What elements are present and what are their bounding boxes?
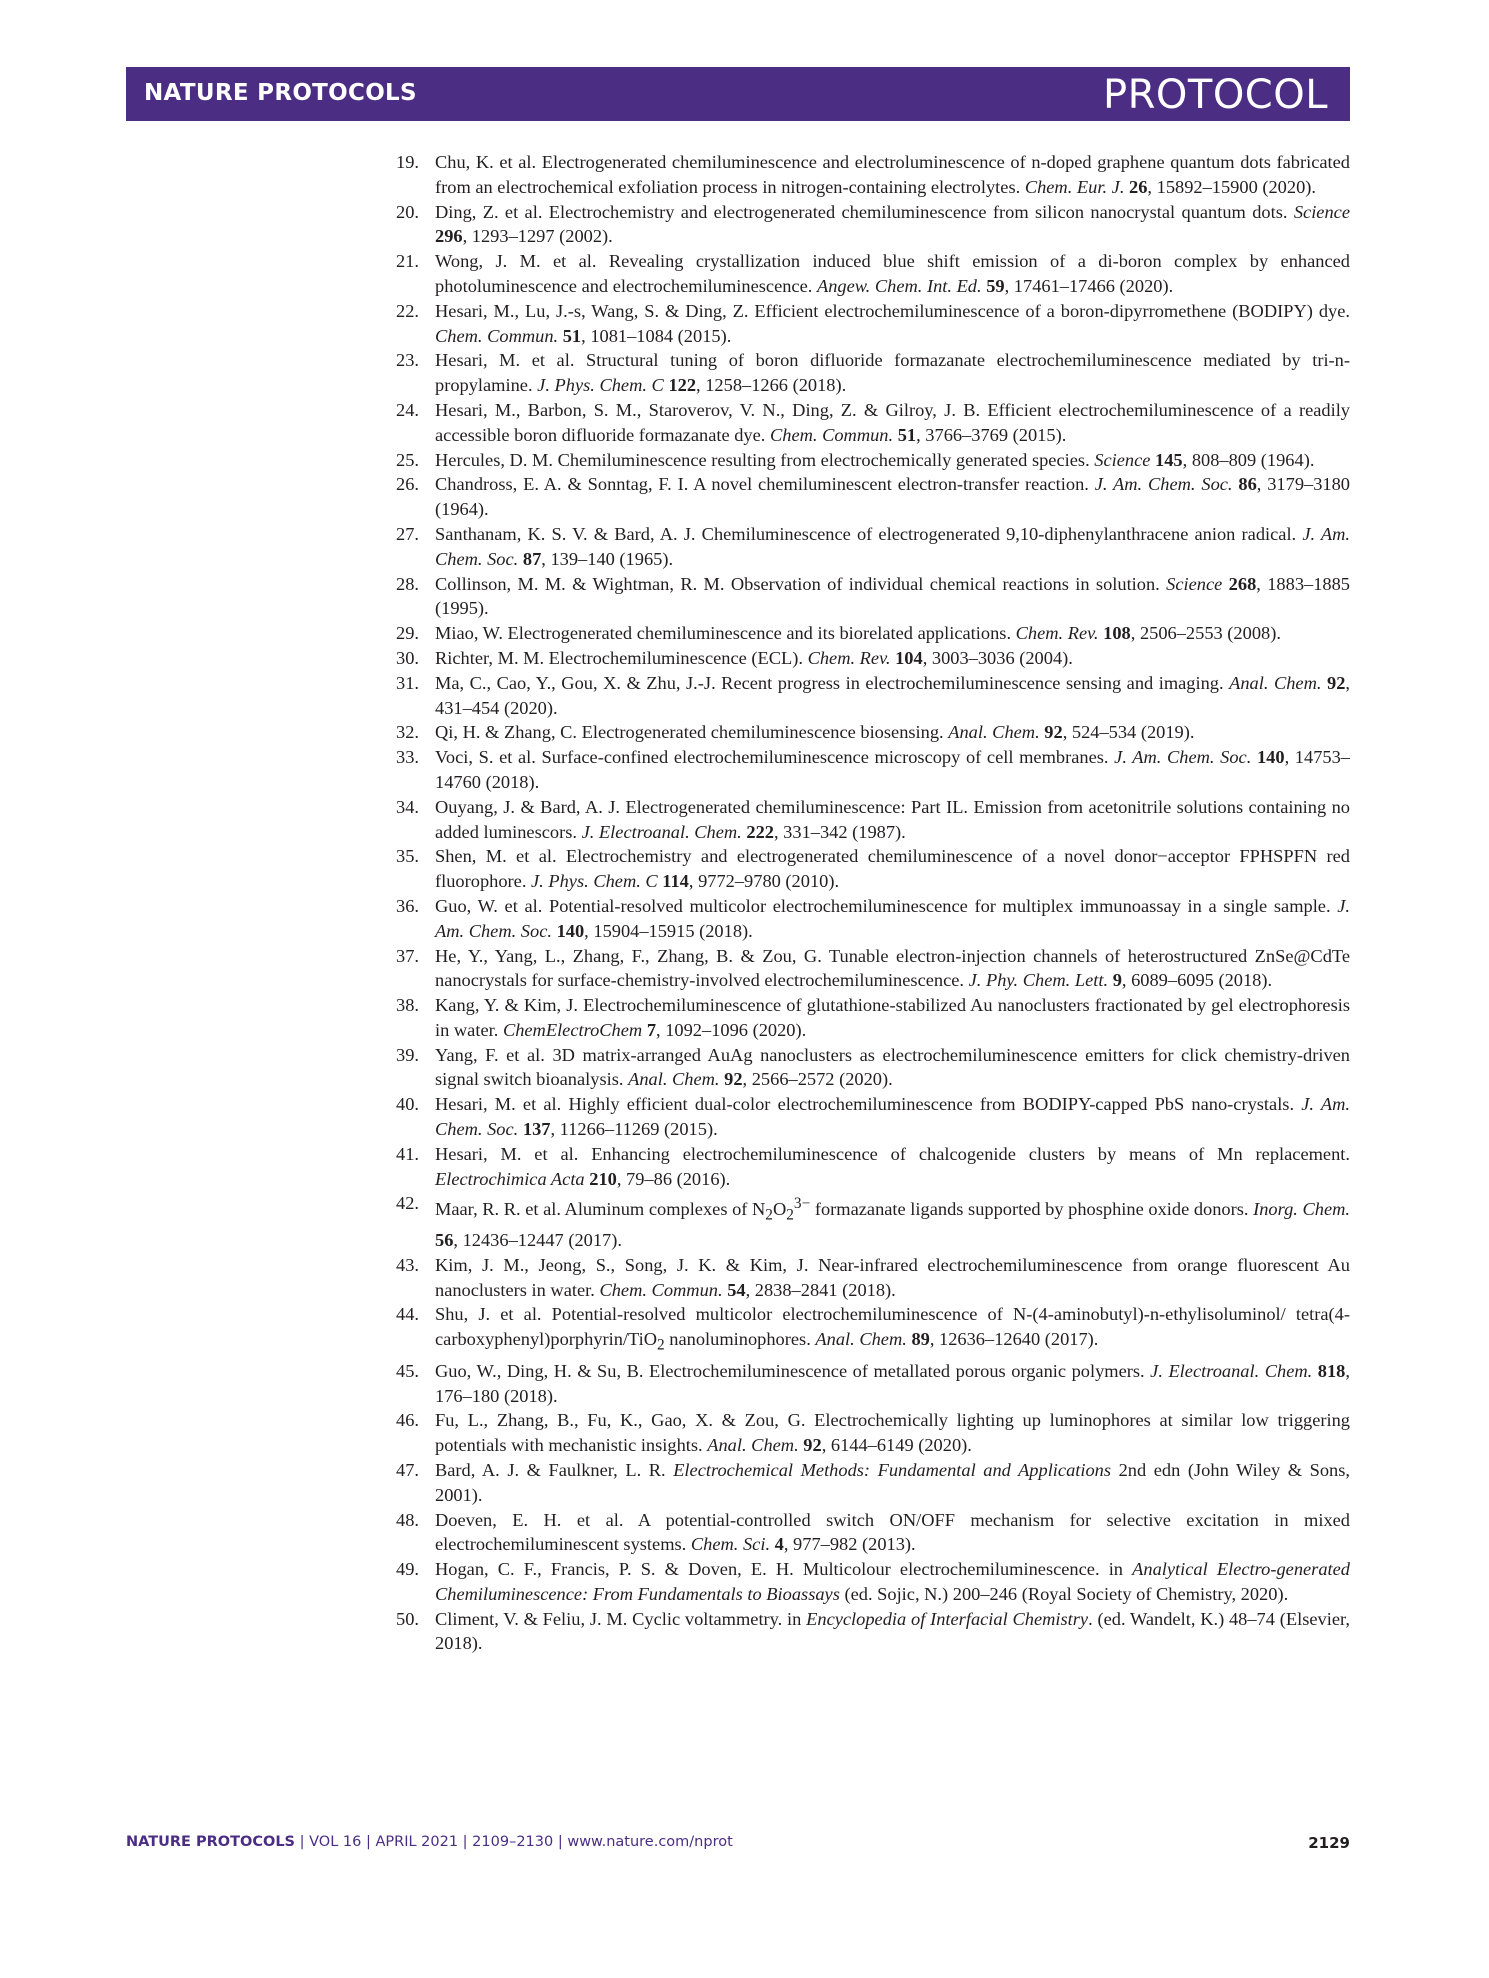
reference-item	[396, 1191, 1350, 1252]
reference-number: 40.	[396, 1094, 419, 1115]
reference-number: 48.	[396, 1509, 419, 1530]
reference-text: Qi, H. & Zhang, C. Electrogenerated chemiluminescence biosensing. Anal. Chem. 92, 524–534 (2019).	[435, 722, 1195, 743]
footer-separator: |	[458, 1834, 473, 1850]
reference-item	[396, 720, 1350, 745]
reference-text: Guo, W. et al. Potential-resolved multicolor electrochemiluminescence for multiplex immunoassay in a single sample. J. Am. Chem. Soc. 140, 15904–15915 (2018).	[435, 895, 1350, 941]
reference-number: 21.	[396, 251, 419, 272]
reference-number: 45.	[396, 1360, 419, 1381]
reference-item	[396, 1253, 1350, 1303]
reference-item	[396, 1607, 1350, 1657]
reference-item	[396, 795, 1350, 845]
reference-number: 32.	[396, 722, 419, 743]
reference-number: 20.	[396, 201, 419, 222]
article-type-label: PROTOCOL	[1102, 72, 1328, 118]
reference-item	[396, 572, 1350, 622]
journal-header-band	[126, 67, 1350, 121]
reference-text: Hesari, M. et al. Structural tuning of boron difluoride formazanate electrochemiluminescence mediated by tri-n-propylamine. J. Phys. Chem. C 122, 1258–1266 (2018).	[435, 350, 1350, 396]
reference-item	[396, 1142, 1350, 1192]
reference-number: 43.	[396, 1254, 419, 1275]
reference-number: 36.	[396, 895, 419, 916]
reference-text: Ma, C., Cao, Y., Gou, X. & Zhu, J.-J. Recent progress in electrochemiluminescence sensing and imaging. Anal. Chem. 92, 431–454 (2020).	[435, 672, 1350, 718]
reference-number: 33.	[396, 747, 419, 768]
reference-number: 19.	[396, 152, 419, 172]
reference-text: Bard, A. J. & Faulkner, L. R. Electrochemical Methods: Fundamental and Applications 2nd edn (John Wiley & Sons, 2001).	[435, 1459, 1351, 1505]
reference-text: Ouyang, J. & Bard, A. J. Electrogenerated chemiluminescence: Part IL. Emission from acetonitrile solutions containing no added luminescors. J. Electroanal. Chem. 222, 331–342 (1987).	[435, 796, 1350, 842]
reference-list	[396, 150, 1350, 1656]
reference-item	[396, 1043, 1350, 1093]
reference-item	[396, 150, 1350, 200]
reference-item	[396, 1359, 1350, 1409]
reference-item	[396, 348, 1350, 398]
reference-item	[396, 249, 1350, 299]
footer-journal-name: NATURE PROTOCOLS	[126, 1834, 296, 1850]
footer-volume: VOL 16	[309, 1834, 362, 1850]
reference-item	[396, 894, 1350, 944]
reference-item	[396, 944, 1350, 994]
footer-separator: |	[361, 1834, 376, 1850]
reference-item	[396, 200, 1350, 250]
reference-number: 46.	[396, 1410, 419, 1431]
reference-number: 24.	[396, 399, 419, 420]
journal-name: NATURE PROTOCOLS	[144, 80, 417, 106]
reference-number: 44.	[396, 1304, 419, 1325]
footer-journal-link[interactable]: www.nature.com/nprot	[567, 1834, 733, 1850]
reference-text: Hesari, M. et al. Enhancing electrochemiluminescence of chalcogenide clusters by means of Mn replacement. Electrochimica Acta 210, 79–86 (2016).	[435, 1143, 1350, 1189]
reference-number: 35.	[396, 846, 419, 867]
footer-page-range: 2109–2130	[472, 1834, 554, 1850]
page-number: 2129	[1308, 1834, 1350, 1852]
reference-number: 49.	[396, 1559, 419, 1580]
reference-text: Shu, J. et al. Potential-resolved multicolor electrochemiluminescence of N-(4-aminobutyl)-n-ethylisoluminol/ tetra(4-carboxyphenyl)porphyrin/TiO$_2$ nanoluminophores. Anal. Chem. 89, 12636–12640 (2017).	[435, 1304, 1350, 1354]
reference-item	[396, 993, 1350, 1043]
footer-date: APRIL 2021	[375, 1834, 459, 1850]
reference-text: Santhanam, K. S. V. & Bard, A. J. Chemiluminescence of electrogenerated 9,10-diphenylanthracene anion radical. J. Am. Chem. Soc. 87, 139–140 (1965).	[435, 523, 1351, 569]
page-footer	[126, 1834, 1350, 1850]
footer-separator: |	[553, 1834, 568, 1850]
reference-item	[396, 1508, 1350, 1558]
reference-number: 29.	[396, 623, 419, 644]
footer-separator: |	[295, 1834, 310, 1850]
reference-item	[396, 646, 1350, 671]
reference-item	[396, 522, 1350, 572]
reference-text: Maar, R. R. et al. Aluminum complexes of $N_2O_2^{3-}$ formazanate ligands supported by phosphine oxide donors. Inorg. Chem. 56, 12436–12447 (2017).	[435, 1194, 1350, 1251]
reference-item	[396, 745, 1350, 795]
reference-number: 31.	[396, 672, 419, 693]
reference-text: Ding, Z. et al. Electrochemistry and electrogenerated chemiluminescence from silicon nanocrystal quantum dots. Science 296, 1293–1297 (2002).	[435, 201, 1350, 247]
reference-number: 37.	[396, 945, 419, 966]
reference-number: 41.	[396, 1143, 419, 1164]
reference-text: He, Y., Yang, L., Zhang, F., Zhang, B. & Zou, G. Tunable electron-injection channels of heterostructured ZnSe@CdTe nanocrystals for surface-chemistry-involved electrochemiluminescence. J. Phy. Chem. Lett. 9, 6089–6095 (2018).	[435, 945, 1350, 991]
reference-number: 27.	[396, 523, 419, 544]
reference-number: 26.	[396, 474, 419, 495]
reference-item	[396, 448, 1350, 473]
reference-text: Chu, K. et al. Electrogenerated chemiluminescence and electroluminescence of n-doped graphene quantum dots fabricated from an electrochemical exfoliation process in nitrogen-containing electrolytes. Chem. Eur. J. 26, 15892–15900 (2020).	[435, 152, 1350, 197]
reference-number: 42.	[396, 1193, 419, 1214]
reference-text: Shen, M. et al. Electrochemistry and electrogenerated chemiluminescence of a novel donor−acceptor FPHSPFN red fluorophore. J. Phys. Chem. C 114, 9772–9780 (2010).	[435, 846, 1350, 892]
reference-text: Hesari, M., Lu, J.-s, Wang, S. & Ding, Z. Efficient electrochemiluminescence of a boron-dipyrromethene (BODIPY) dye. Chem. Commun. 51, 1081–1084 (2015).	[435, 300, 1350, 346]
reference-item	[396, 472, 1350, 522]
reference-text: Collinson, M. M. & Wightman, R. M. Observation of individual chemical reactions in solution. Science 268, 1883–1885 (1995).	[435, 573, 1350, 619]
reference-text: Yang, F. et al. 3D matrix-arranged AuAg nanoclusters as electrochemiluminescence emitters for click chemistry-driven signal switch bioanalysis. Anal. Chem. 92, 2566–2572 (2020).	[435, 1044, 1350, 1090]
reference-text: Guo, W., Ding, H. & Su, B. Electrochemiluminescence of metallated porous organic polymers. J. Electroanal. Chem. 818, 176–180 (2018).	[435, 1360, 1350, 1406]
reference-text: Fu, L., Zhang, B., Fu, K., Gao, X. & Zou, G. Electrochemically lighting up luminophores at similar low triggering potentials with mechanistic insights. Anal. Chem. 92, 6144–6149 (2020).	[435, 1410, 1350, 1456]
reference-item	[396, 398, 1350, 448]
reference-item	[396, 621, 1350, 646]
reference-number: 39.	[396, 1044, 419, 1065]
reference-item	[396, 1302, 1350, 1358]
reference-number: 50.	[396, 1608, 419, 1629]
reference-text: Wong, J. M. et al. Revealing crystallization induced blue shift emission of a di-boron complex by enhanced photoluminescence and electrochemiluminescence. Angew. Chem. Int. Ed. 59, 17461–17466 (2020).	[435, 251, 1350, 296]
reference-text: Richter, M. M. Electrochemiluminescence (ECL). Chem. Rev. 104, 3003–3036 (2004).	[435, 647, 1073, 668]
reference-item	[396, 299, 1350, 349]
reference-text: Hesari, M. et al. Highly efficient dual-color electrochemiluminescence from BODIPY-capped PbS nano-crystals. J. Am. Chem. Soc. 137, 11266–11269 (2015).	[435, 1094, 1350, 1140]
reference-item	[396, 1458, 1350, 1508]
reference-number: 25.	[396, 449, 419, 470]
reference-text: Hesari, M., Barbon, S. M., Staroverov, V. N., Ding, Z. & Gilroy, J. B. Efficient electrochemiluminescence of a readily accessible boron difluoride formazanate dye. Chem. Commun. 51, 3766–3769 (2015).	[435, 399, 1350, 445]
reference-item	[396, 1092, 1350, 1142]
reference-item	[396, 1408, 1350, 1458]
reference-number: 22.	[396, 300, 419, 321]
reference-text: Voci, S. et al. Surface-confined electrochemiluminescence microscopy of cell membranes. J. Am. Chem. Soc. 140, 14753–14760 (2018).	[435, 747, 1350, 792]
reference-text: Kim, J. M., Jeong, S., Song, J. K. & Kim, J. Near-infrared electrochemiluminescence from orange fluorescent Au nanoclusters in water. Chem. Commun. 54, 2838–2841 (2018).	[435, 1254, 1350, 1300]
reference-text: Chandross, E. A. & Sonntag, F. I. A novel chemiluminescent electron-transfer reaction. J. Am. Chem. Soc. 86, 3179–3180 (1964).	[435, 474, 1350, 520]
reference-item	[396, 671, 1350, 721]
reference-number: 34.	[396, 796, 419, 817]
reference-text: Hercules, D. M. Chemiluminescence resulting from electrochemically generated species. Science 145, 808–809 (1964).	[435, 449, 1315, 470]
reference-number: 38.	[396, 995, 419, 1016]
reference-text: Kang, Y. & Kim, J. Electrochemiluminescence of glutathione-stabilized Au nanoclusters fractionated by gel electrophoresis in water. ChemElectroChem 7, 1092–1096 (2020).	[435, 995, 1350, 1040]
reference-number: 23.	[396, 350, 419, 371]
reference-item	[396, 1557, 1350, 1607]
reference-text: Miao, W. Electrogenerated chemiluminescence and its biorelated applications. Chem. Rev. 108, 2506–2553 (2008).	[435, 623, 1281, 644]
reference-text: Climent, V. & Feliu, J. M. Cyclic voltammetry. in Encyclopedia of Interfacial Chemistry. (ed. Wandelt, K.) 48–74 (Elsevier, 2018).	[435, 1608, 1350, 1654]
reference-text: Hogan, C. F., Francis, P. S. & Doven, E. H. Multicolour electrochemiluminescence. in Analytical Electro-generated Chemiluminescence: From Fundamentals to Bioassays (ed. Sojic, N.) 200–246 (Royal Society of Chemistry, 2020).	[435, 1559, 1350, 1604]
reference-number: 30.	[396, 647, 419, 668]
reference-number: 28.	[396, 573, 419, 594]
reference-number: 47.	[396, 1459, 419, 1480]
reference-item	[396, 844, 1350, 894]
reference-text: Doeven, E. H. et al. A potential-controlled switch ON/OFF mechanism for selective excitation in mixed electrochemiluminescent systems. Chem. Sci. 4, 977–982 (2013).	[435, 1509, 1350, 1555]
